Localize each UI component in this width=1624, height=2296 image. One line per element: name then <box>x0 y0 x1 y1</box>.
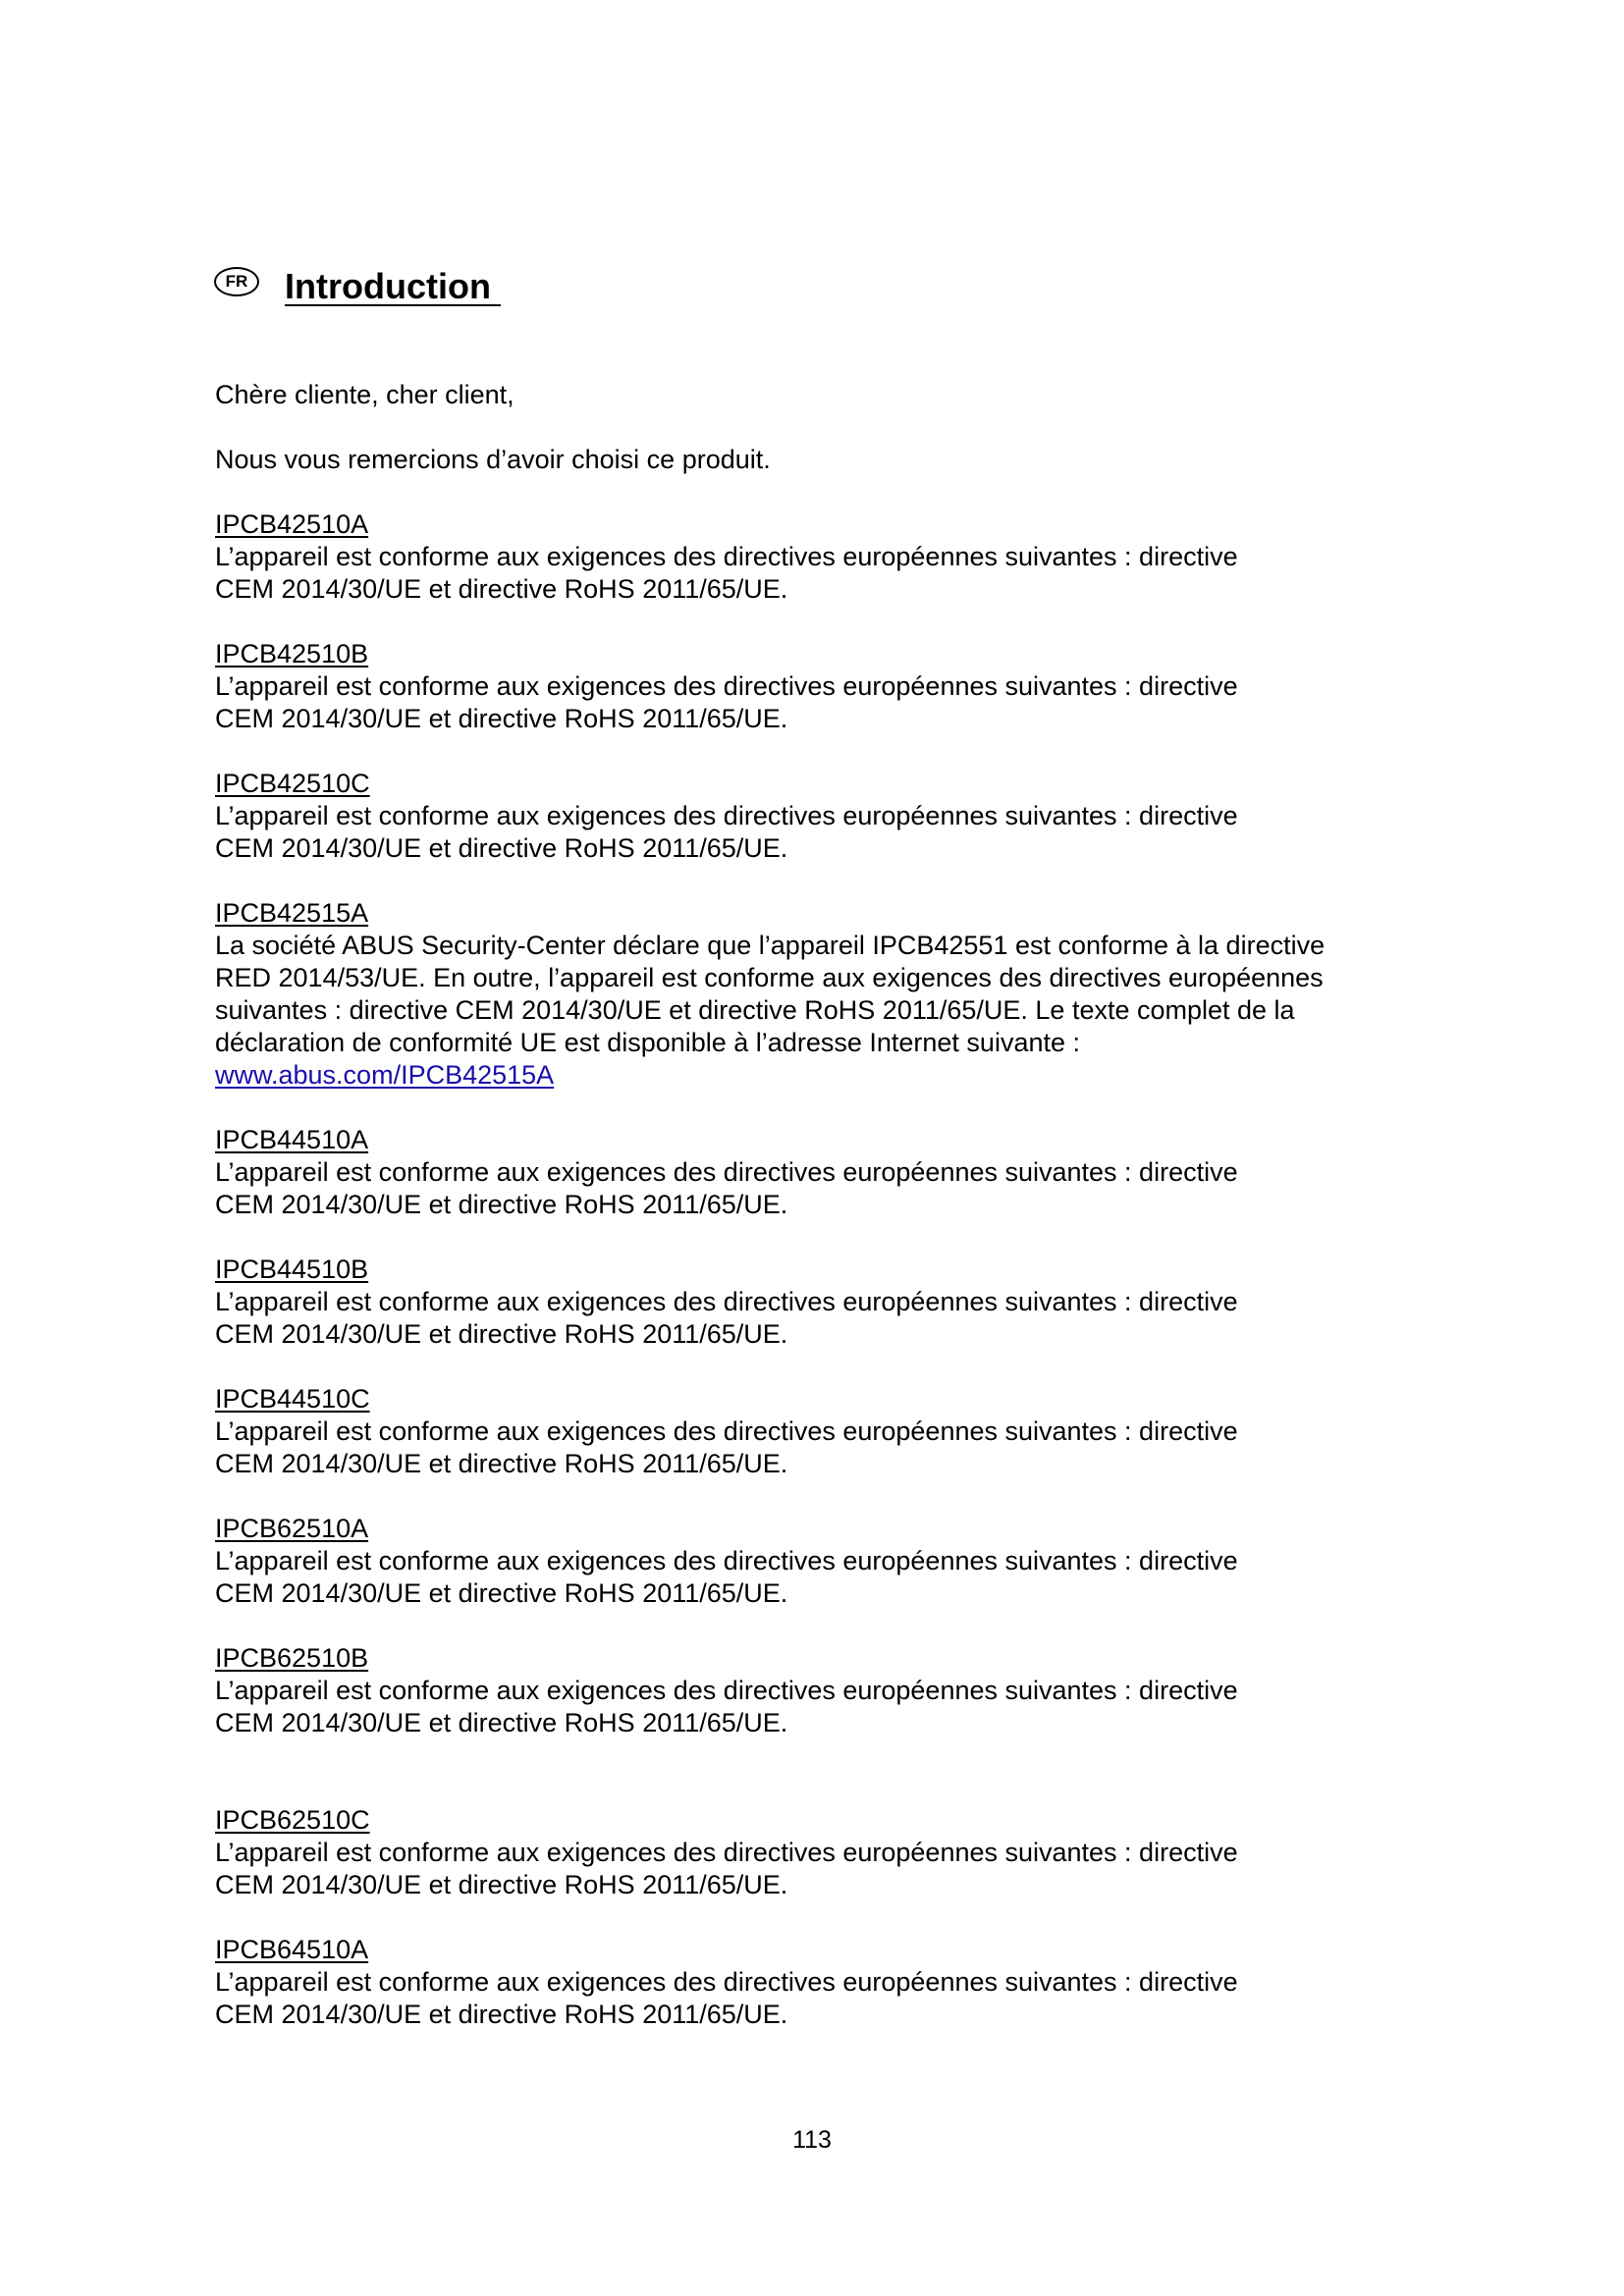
product-entry <box>215 1254 1433 1351</box>
product-code: IPCB62510A <box>215 1514 369 1543</box>
product-line: CEM 2014/30/UE et directive RoHS 2011/65/UE. <box>215 1708 788 1737</box>
product-entry <box>215 638 1433 735</box>
product-entry <box>215 1513 1433 1610</box>
thanks-text: Nous vous remercions d’avoir choisi ce produit. <box>215 445 771 474</box>
product-line: L’appareil est conforme aux exigences des directives européennes suivantes : directive <box>215 1546 1238 1575</box>
product-entry <box>215 508 1433 606</box>
product-code: IPCB44510B <box>215 1255 369 1284</box>
product-code: IPCB42510C <box>215 769 370 798</box>
product-line: L’appareil est conforme aux exigences des directives européennes suivantes : directive <box>215 1838 1238 1867</box>
product-line: CEM 2014/30/UE et directive RoHS 2011/65/UE. <box>215 1578 788 1608</box>
product-line: L’appareil est conforme aux exigences des directives européennes suivantes : directive <box>215 1416 1238 1446</box>
language-badge-icon: FR <box>214 267 259 296</box>
product-code: IPCB62510C <box>215 1805 370 1835</box>
product-line: CEM 2014/30/UE et directive RoHS 2011/65/UE. <box>215 1870 788 1899</box>
product-line: RED 2014/53/UE. En outre, l’appareil est conforme aux exigences des directives européennes <box>215 963 1324 992</box>
product-line: CEM 2014/30/UE et directive RoHS 2011/65/UE. <box>215 1190 788 1219</box>
product-code: IPCB42510B <box>215 639 369 668</box>
product-entry <box>215 1934 1433 2031</box>
declaration-link[interactable]: www.abus.com/IPCB42515A <box>215 1060 555 1090</box>
product-line: L’appareil est conforme aux exigences des directives européennes suivantes : directive <box>215 542 1238 571</box>
product-entry <box>215 897 1433 1092</box>
product-line: La société ABUS Security-Center déclare que l’appareil IPCB42551 est conforme à la directive <box>215 931 1326 960</box>
product-line: L’appareil est conforme aux exigences des directives européennes suivantes : directive <box>215 1967 1238 1997</box>
product-line: L’appareil est conforme aux exigences des directives européennes suivantes : directive <box>215 1676 1238 1705</box>
product-line: CEM 2014/30/UE et directive RoHS 2011/65/UE. <box>215 1319 788 1349</box>
product-code: IPCB62510B <box>215 1643 369 1673</box>
product-entry <box>215 768 1433 865</box>
product-line: CEM 2014/30/UE et directive RoHS 2011/65/UE. <box>215 1449 788 1478</box>
section-heading <box>214 257 501 316</box>
product-line: CEM 2014/30/UE et directive RoHS 2011/65/UE. <box>215 574 788 604</box>
product-entry <box>215 1804 1433 1901</box>
product-line: L’appareil est conforme aux exigences des directives européennes suivantes : directive <box>215 1157 1238 1187</box>
product-code: IPCB64510A <box>215 1935 369 1964</box>
product-entry <box>215 1383 1433 1480</box>
product-line: CEM 2014/30/UE et directive RoHS 2011/65/UE. <box>215 2000 788 2029</box>
page-title: Introduction <box>285 266 491 306</box>
product-line: CEM 2014/30/UE et directive RoHS 2011/65/UE. <box>215 704 788 733</box>
product-code: IPCB44510A <box>215 1125 369 1154</box>
product-line: CEM 2014/30/UE et directive RoHS 2011/65/UE. <box>215 833 788 863</box>
product-code: IPCB44510C <box>215 1384 370 1414</box>
product-line: L’appareil est conforme aux exigences des directives européennes suivantes : directive <box>215 1287 1238 1316</box>
product-line: déclaration de conformité UE est disponible à l’adresse Internet suivante : <box>215 1028 1080 1057</box>
page-number: 113 <box>792 2126 832 2154</box>
product-list <box>215 508 1433 2031</box>
product-line: L’appareil est conforme aux exigences des directives européennes suivantes : directive <box>215 801 1238 830</box>
greeting-text: Chère cliente, cher client, <box>215 380 514 409</box>
product-line: L’appareil est conforme aux exigences des directives européennes suivantes : directive <box>215 671 1238 701</box>
product-entry <box>215 1124 1433 1221</box>
product-line: suivantes : directive CEM 2014/30/UE et directive RoHS 2011/65/UE. Le texte complet de la <box>215 995 1295 1025</box>
product-entry <box>215 1642 1433 1739</box>
product-code: IPCB42510A <box>215 509 369 539</box>
product-code: IPCB42515A <box>215 898 369 928</box>
